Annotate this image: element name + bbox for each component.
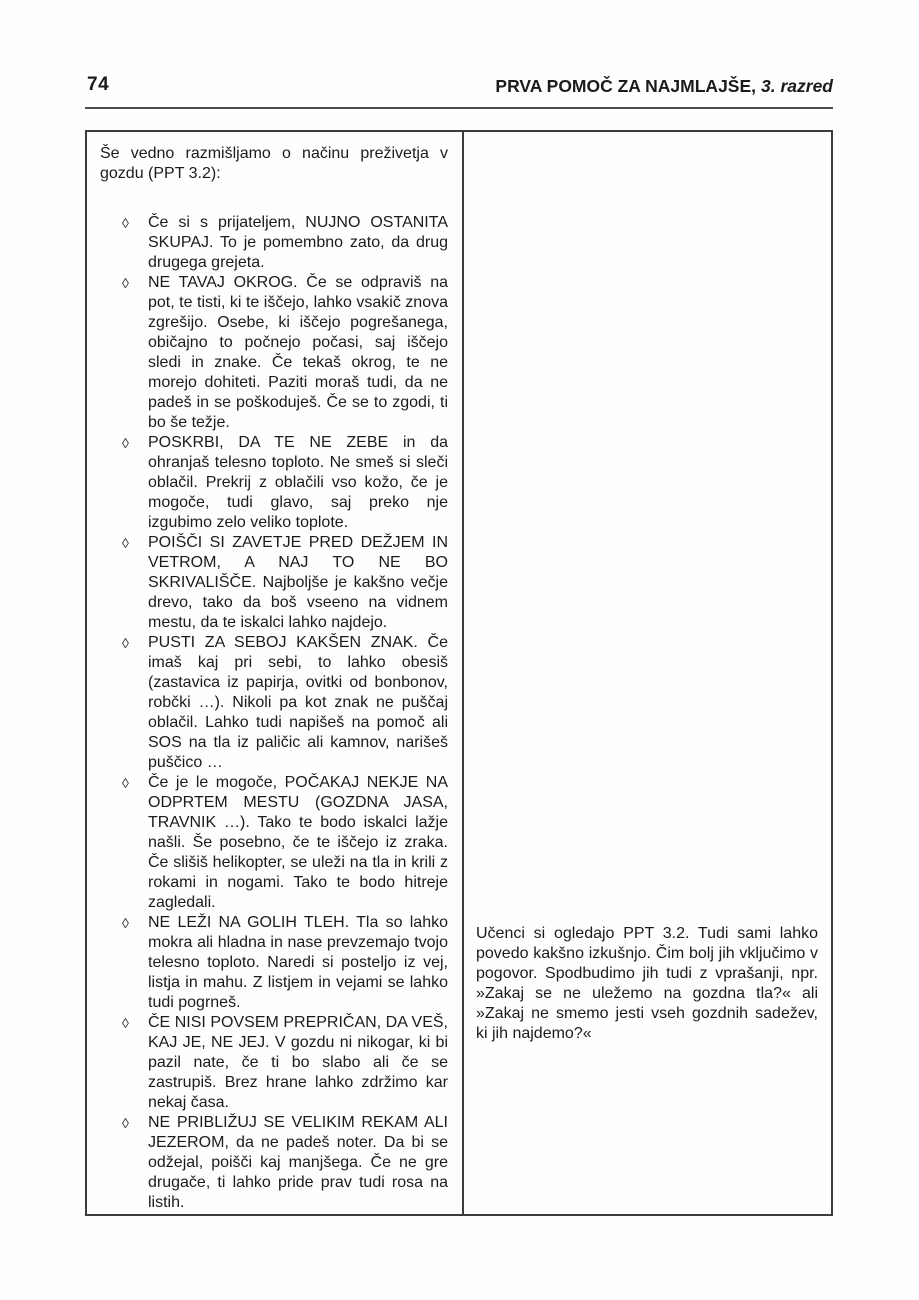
survival-tips-list <box>100 213 448 1213</box>
diamond-bullet-icon: ◊ <box>122 915 129 931</box>
list-item <box>100 633 448 773</box>
right-column-cell <box>464 132 831 1214</box>
list-item-text: NE LEŽI NA GOLIH TLEH. Tla so lahko mokra ali hladna in nase prevzemajo tvojo telesno toploto. Naredi si posteljo iz vej, listja in mahu. Z listjem in vejami se lahko tudi pogrneš. <box>148 914 448 1011</box>
diamond-bullet-icon: ◊ <box>122 635 129 651</box>
header-divider-rule <box>85 107 833 109</box>
list-item-text: POIŠČI SI ZAVETJE PRED DEŽJEM IN VETROM, A NAJ TO NE BO SKRIVALIŠČE. Najboljše je kakšno večje drevo, tako da boš vseeno na vidnem mestu, da te iskalci lahko najdejo. <box>148 534 448 631</box>
diamond-bullet-icon: ◊ <box>122 275 129 291</box>
header-title <box>495 76 833 97</box>
header-grade-label: 3. razred <box>761 76 833 96</box>
list-item-text: Če je le mogoče, POČAKAJ NEKJE NA ODPRTEM MESTU (GOZDNA JASA, TRAVNIK …). Tako te bodo iskalci lažje našli. Še posebno, če te iščejo iz zraka. Če slišiš helikopter, se uleži na tla in krili z rokami in nogami. Tako te bodo hitreje zagledali. <box>148 774 448 911</box>
list-item <box>100 273 448 433</box>
header-title-main: PRVA POMOČ ZA NAJMLAJŠE, <box>495 76 757 96</box>
list-item-text: ČE NISI POVSEM PREPRIČAN, DA VEŠ, KAJ JE, NE JEJ. V gozdu ni nikogar, ki bi pazil nate, če ti bo slabo ali če se zastrupiš. Brez hrane lahko zdržimo kar nekaj časa. <box>148 1014 448 1111</box>
list-item <box>100 773 448 913</box>
page-number: 74 <box>87 74 110 95</box>
list-item-text: NE PRIBLIŽUJ SE VELIKIM REKAM ALI JEZEROM, da ne padeš noter. Da bi se odžejal, poišči kaj manjšega. Če ne gre drugače, ti lahko pride prav tudi rosa na listih. <box>148 1114 448 1211</box>
teacher-note: Učenci si ogledajo PPT 3.2. Tudi sami lahko povedo kakšno izkušnjo. Čim bolj jih vključimo v pogovor. Spodbudimo jih tudi z vprašanji, npr. »Zakaj se ne uležemo na gozdna tla?« ali »Zakaj ne smemo jesti vseh gozdnih sadežev, ki jih najdemo?« <box>476 925 818 1042</box>
diamond-bullet-icon: ◊ <box>122 775 129 791</box>
list-item <box>100 1113 448 1213</box>
list-item <box>100 913 448 1013</box>
list-item-text: Če si s prijateljem, NUJNO OSTANITA SKUPAJ. To je pomembno zato, da drug drugega grejeta. <box>148 214 448 271</box>
diamond-bullet-icon: ◊ <box>122 215 129 231</box>
list-item <box>100 213 448 273</box>
list-item <box>100 533 448 633</box>
intro-paragraph: Še vedno razmišljamo o načinu preživetja v gozdu (PPT 3.2): <box>100 145 448 182</box>
list-item-text: PUSTI ZA SEBOJ KAKŠEN ZNAK. Če imaš kaj pri sebi, to lahko obesiš (zastavica iz papirja, ovitki od bonbonov, robčki …). Nikoli pa kot znak ne puščaj oblačil. Lahko tudi napišeš na pomoč ali SOS na tla iz paličic ali kamnov, narišeš puščico … <box>148 634 448 771</box>
diamond-bullet-icon: ◊ <box>122 535 129 551</box>
list-item <box>100 433 448 533</box>
diamond-bullet-icon: ◊ <box>122 1015 129 1031</box>
content-table <box>85 130 833 1216</box>
list-item-text: NE TAVAJ OKROG. Če se odpraviš na pot, te tisti, ki te iščejo, lahko vsakič znova zgrešijo. Osebe, ki iščejo pogrešanega, običajno to počnejo počasi, saj iščejo sledi in znake. Če tekaš okrog, te ne morejo dohiteti. Paziti moraš tudi, da ne padeš in se poškoduješ. Če se to zgodi, ti bo še težje. <box>148 274 448 431</box>
diamond-bullet-icon: ◊ <box>122 435 129 451</box>
list-item-text: POSKRBI, DA TE NE ZEBE in da ohranjaš telesno toploto. Ne smeš si sleči oblačil. Prekrij z oblačili vso kožo, če je mogoče, tudi glavo, saj preko nje izgubimo zelo veliko toplote. <box>148 434 448 531</box>
diamond-bullet-icon: ◊ <box>122 1115 129 1131</box>
list-item <box>100 1013 448 1113</box>
left-column-cell <box>87 132 464 1214</box>
